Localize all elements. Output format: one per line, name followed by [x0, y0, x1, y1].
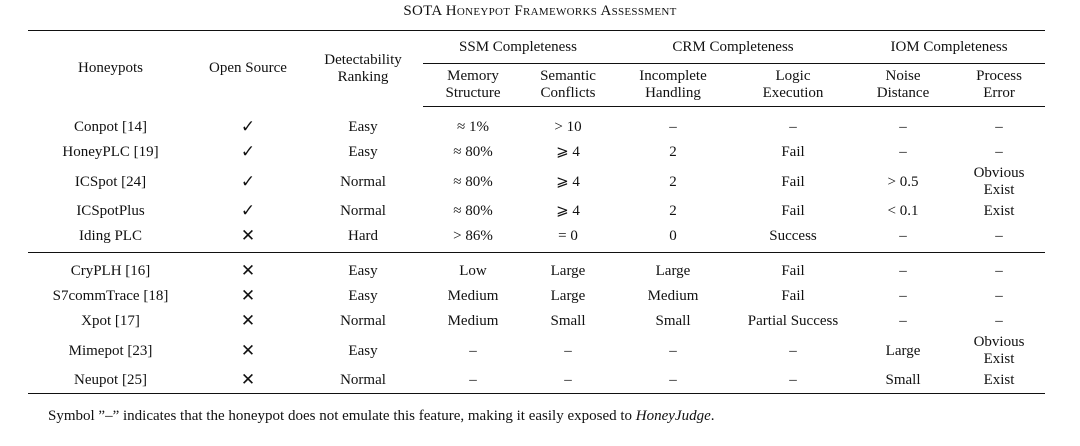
- cell-name: Iding PLC: [28, 224, 193, 253]
- cell-noise: –: [899, 144, 907, 160]
- table-row: [28, 334, 1045, 368]
- cell-rank: Easy: [348, 263, 378, 279]
- cell-incomplete: Small: [655, 313, 691, 329]
- cell-name: Neupot [25]: [28, 368, 193, 394]
- cell-noise: Large: [885, 342, 921, 359]
- col-ssm: SSM Completeness: [423, 31, 613, 64]
- cell-memory: ≈ 80%: [453, 144, 493, 160]
- cell-memory: ≈ 80%: [453, 173, 493, 190]
- cell-noise: –: [899, 313, 907, 329]
- table-row: [28, 284, 1045, 309]
- cell-memory: Low: [459, 263, 487, 279]
- cell-noise: < 0.1: [887, 203, 919, 219]
- table-row: [28, 107, 1045, 141]
- cell-open: ✕: [240, 261, 256, 281]
- table-row: [28, 368, 1045, 394]
- col-crm: CRM Completeness: [613, 31, 853, 64]
- cell-process: –: [995, 288, 1003, 304]
- cell-open: ✕: [240, 286, 256, 306]
- cell-memory: ≈ 1%: [457, 119, 489, 135]
- cell-semantic: –: [523, 368, 613, 394]
- cell-memory: Medium: [447, 313, 499, 329]
- cell-incomplete: 2: [669, 203, 677, 219]
- cell-process: Obvious Exist: [973, 334, 1025, 367]
- cell-rank: Hard: [303, 224, 423, 253]
- cell-rank: Easy: [348, 144, 378, 160]
- cell-logic: Fail: [781, 263, 805, 279]
- cell-rank: Normal: [340, 173, 386, 190]
- cell-logic: –: [733, 368, 853, 394]
- table-row: [28, 165, 1045, 199]
- col-honeypots: Honeypots: [78, 60, 143, 77]
- cell-rank: Normal: [340, 203, 386, 219]
- footnote: Symbol ”–” indicates that the honeypot does not emulate this feature, making it easily exposed to HoneyJudge.: [48, 408, 715, 424]
- cell-rank: Easy: [348, 288, 378, 304]
- cell-name: S7commTrace [18]: [52, 288, 169, 304]
- cell-process: Exist: [983, 203, 1015, 219]
- cell-process: –: [995, 263, 1003, 279]
- cell-semantic: Large: [550, 263, 586, 279]
- cell-open: ✓: [240, 171, 256, 192]
- caption-rest: oneypot Frameworks Assessment: [456, 3, 677, 19]
- cell-process: Exist: [953, 368, 1045, 394]
- cell-process: Obvious Exist: [973, 165, 1025, 198]
- cell-incomplete: –: [669, 119, 677, 135]
- cell-memory: –: [469, 342, 477, 359]
- col-memory: Memory Structure: [423, 64, 523, 107]
- cell-semantic: = 0: [523, 224, 613, 253]
- cell-process: –: [995, 313, 1003, 329]
- cell-semantic: Small: [550, 313, 586, 329]
- table-body: [28, 107, 1045, 394]
- cell-memory: > 86%: [423, 224, 523, 253]
- table-row: [28, 224, 1045, 253]
- cell-logic: Fail: [781, 288, 805, 304]
- col-logic: Logic Execution: [733, 64, 853, 107]
- cell-open: ✕: [193, 368, 303, 394]
- cell-semantic: ⩾ 4: [556, 203, 580, 219]
- cell-logic: Fail: [781, 144, 805, 160]
- col-incomplete: Incomplete Handling: [613, 64, 733, 107]
- table-row: [28, 199, 1045, 224]
- cell-semantic: > 10: [554, 119, 582, 135]
- cell-process: –: [953, 224, 1045, 253]
- cell-memory: –: [423, 368, 523, 394]
- cell-name: Mimepot [23]: [68, 342, 153, 359]
- cell-logic: –: [789, 119, 797, 135]
- col-process: Process Error: [953, 64, 1045, 107]
- cell-incomplete: Large: [655, 263, 691, 279]
- cell-incomplete: –: [669, 342, 677, 359]
- cell-semantic: ⩾ 4: [556, 144, 580, 160]
- cell-name: CryPLH [16]: [70, 263, 151, 279]
- cell-noise: –: [853, 224, 953, 253]
- cell-memory: ≈ 80%: [453, 203, 493, 219]
- cell-open: ✕: [240, 340, 256, 361]
- cell-process: –: [995, 119, 1003, 135]
- cell-noise: > 0.5: [887, 173, 919, 190]
- cell-memory: Medium: [447, 288, 499, 304]
- table-row: [28, 309, 1045, 334]
- cell-open: ✓: [240, 201, 256, 221]
- cell-logic: –: [789, 342, 797, 359]
- cell-incomplete: 2: [669, 173, 677, 190]
- cell-rank: Easy: [348, 118, 378, 135]
- cell-noise: –: [899, 119, 907, 135]
- table-row: [28, 253, 1045, 285]
- cell-rank: Easy: [348, 342, 378, 359]
- assessment-table: [28, 30, 1045, 394]
- cell-name: ICSpot [24]: [74, 173, 147, 190]
- cell-name: ICSpotPlus: [76, 203, 145, 219]
- cell-rank: Normal: [303, 368, 423, 394]
- col-semantic: Semantic Conflicts: [523, 64, 613, 107]
- cell-noise: –: [899, 288, 907, 304]
- cell-rank: Normal: [340, 313, 386, 329]
- cell-logic: Success: [733, 224, 853, 253]
- cell-noise: Small: [853, 368, 953, 394]
- cell-incomplete: –: [613, 368, 733, 394]
- cell-open: ✓: [240, 142, 256, 162]
- cell-semantic: ⩾ 4: [556, 173, 580, 190]
- cell-open: ✕: [193, 224, 303, 253]
- cell-logic: Fail: [781, 173, 805, 190]
- table-caption: SOTA Honeypot Frameworks Assessment: [403, 3, 677, 19]
- cell-semantic: –: [564, 342, 572, 359]
- col-open-source: Open Source: [209, 60, 287, 77]
- cell-logic: Fail: [781, 203, 805, 219]
- cell-incomplete: 0: [613, 224, 733, 253]
- cell-logic: Partial Success: [747, 313, 839, 329]
- cell-incomplete: 2: [669, 144, 677, 160]
- col-noise: Noise Distance: [853, 64, 953, 107]
- col-iom: IOM Completeness: [853, 31, 1045, 64]
- cell-name: Xpot [17]: [81, 313, 140, 329]
- cell-name: HoneyPLC [19]: [62, 144, 159, 160]
- col-detectability: Detectability Ranking: [324, 51, 402, 85]
- cell-process: –: [995, 144, 1003, 160]
- cell-noise: –: [899, 263, 907, 279]
- cell-name: Conpot [14]: [74, 118, 147, 135]
- cell-semantic: Large: [550, 288, 586, 304]
- cell-open: ✓: [240, 116, 256, 137]
- cell-open: ✕: [240, 311, 256, 331]
- table-row: [28, 140, 1045, 165]
- cell-incomplete: Medium: [647, 288, 699, 304]
